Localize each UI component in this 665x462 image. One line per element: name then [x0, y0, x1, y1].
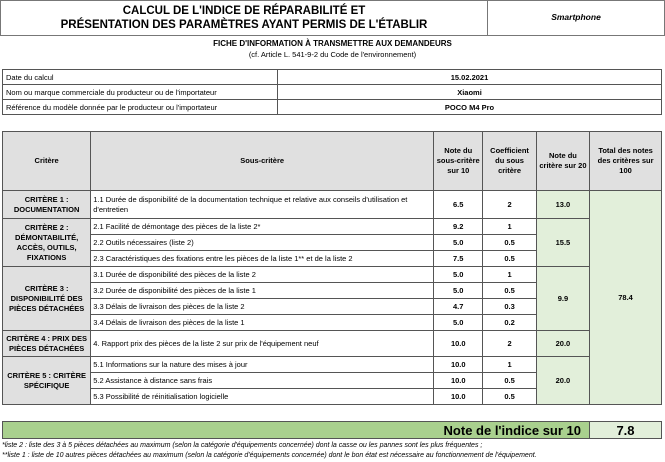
sous-critere-label: 5.3 Possibilité de réinitialisation logicielle — [91, 389, 434, 405]
critere-4-note: 20.0 — [536, 331, 589, 357]
sous-critere-coef: 0.5 — [483, 283, 536, 299]
critere-5: CRITÈRE 5 : CRITÈRE SPÉCIFIQUE — [3, 357, 91, 405]
info-table — [2, 69, 662, 115]
sous-critere-coef: 1 — [483, 267, 536, 283]
sous-critere-label: 3.2 Durée de disponibilité des pièces de la liste 1 — [91, 283, 434, 299]
sous-critere-note: 10.0 — [434, 373, 483, 389]
header-coefficient: Coefficient du sous critère — [483, 132, 536, 191]
info-value: 15.02.2021 — [278, 70, 662, 85]
sous-critere-coef: 0.5 — [483, 251, 536, 267]
sous-critere-label: 1.1 Durée de disponibilité de la documentation technique et relative aux conseils d'utilisation et d'entretien — [91, 191, 434, 219]
sous-critere-label: 2.3 Caractéristiques des fixations entre les pièces de la liste 1** et de la liste 2 — [91, 251, 434, 267]
sous-critere-coef: 0.2 — [483, 315, 536, 331]
critere-3-note: 9.9 — [536, 267, 589, 331]
fiche-title: FICHE D'INFORMATION À TRANSMETTRE AUX DEMANDEURS — [213, 39, 452, 48]
sous-critere-note: 5.0 — [434, 235, 483, 251]
fiche-heading — [0, 38, 665, 60]
header-note-sous-critere: Note du sous-critère sur 10 — [434, 132, 483, 191]
table-header-row — [3, 132, 662, 191]
critere-1-note: 13.0 — [536, 191, 589, 219]
header-total: Total des notes des critères sur 100 — [590, 132, 662, 191]
final-score-value: 7.8 — [590, 421, 662, 439]
info-value: POCO M4 Pro — [278, 100, 662, 115]
critere-5-note: 20.0 — [536, 357, 589, 405]
critere-2: CRITÈRE 2 : DÉMONTABILITÉ, ACCÈS, OUTILS, FIXATIONS — [3, 219, 91, 267]
sous-critere-note: 10.0 — [434, 389, 483, 405]
total-score: 78.4 — [590, 191, 662, 405]
sous-critere-label: 2.1 Facilité de démontage des pièces de la liste 2* — [91, 219, 434, 235]
critere-1: CRITÈRE 1 : DOCUMENTATION — [3, 191, 91, 219]
critere-3: CRITÈRE 3 : DISPONIBILITÉ DES PIÈCES DÉTACHÉES — [3, 267, 91, 331]
sous-critere-note: 4.7 — [434, 299, 483, 315]
info-label: Référence du modèle donnée par le producteur ou l'importateur — [3, 100, 278, 115]
sous-critere-label: 3.4 Délais de livraison des pièces de la liste 1 — [91, 315, 434, 331]
header-note-critere: Note du critère sur 20 — [536, 132, 589, 191]
header-critere: Critère — [3, 132, 91, 191]
sous-critere-coef: 0.5 — [483, 235, 536, 251]
equipment-category: Smartphone — [488, 0, 665, 36]
sous-critere-coef: 2 — [483, 191, 536, 219]
sous-critere-note: 10.0 — [434, 357, 483, 373]
sous-critere-note: 5.0 — [434, 315, 483, 331]
info-label: Date du calcul — [3, 70, 278, 85]
table-row — [3, 219, 662, 235]
sous-critere-note: 9.2 — [434, 219, 483, 235]
table-row — [3, 267, 662, 283]
sous-critere-coef: 0.5 — [483, 373, 536, 389]
title-line-2: PRÉSENTATION DES PARAMÈTRES AYANT PERMIS DE L'ÉTABLIR — [60, 19, 428, 31]
document-title — [0, 0, 488, 36]
sous-critere-note: 7.5 — [434, 251, 483, 267]
info-value: Xiaomi — [278, 85, 662, 100]
sous-critere-label: 4. Rapport prix des pièces de la liste 2 sur prix de l'équipement neuf — [91, 331, 434, 357]
sous-critere-note: 6.5 — [434, 191, 483, 219]
footnote-liste-1: **liste 1 : liste de 10 autres pièces détachées au maximum (selon la catégorie d'équipements concernée) dont le bon état est nécessaire au fonctionnement de l'équipement. — [2, 452, 537, 459]
criteria-table — [2, 131, 662, 405]
info-label: Nom ou marque commerciale du producteur ou de l'importateur — [3, 85, 278, 100]
footnote-liste-2: *liste 2 : liste des 3 à 5 pièces détachées au maximum (selon la catégorie d'équipements concernée) dont la casse ou les pannes sont les plus fréquentes ; — [2, 442, 483, 449]
table-row — [3, 331, 662, 357]
critere-4: CRITÈRE 4 : PRIX DES PIÈCES DÉTACHÉES — [3, 331, 91, 357]
title-line-1: CALCUL DE L'INDICE DE RÉPARABILITÉ ET — [122, 5, 366, 17]
sous-critere-note: 5.0 — [434, 267, 483, 283]
final-score-label: Note de l'indice sur 10 — [2, 421, 590, 439]
info-row-date — [3, 70, 662, 85]
sous-critere-coef: 1 — [483, 357, 536, 373]
sous-critere-note: 10.0 — [434, 331, 483, 357]
sous-critere-label: 2.2 Outils nécessaires (liste 2) — [91, 235, 434, 251]
critere-2-note: 15.5 — [536, 219, 589, 267]
sous-critere-coef: 0.3 — [483, 299, 536, 315]
sous-critere-label: 3.3 Délais de livraison des pièces de la liste 2 — [91, 299, 434, 315]
info-row-model — [3, 100, 662, 115]
table-row — [3, 191, 662, 219]
header-sous-critere: Sous-critère — [91, 132, 434, 191]
fiche-subtitle: (cf. Article L. 541-9-2 du Code de l'environnement) — [248, 50, 417, 59]
sous-critere-coef: 1 — [483, 219, 536, 235]
sous-critere-label: 5.1 Informations sur la nature des mises à jour — [91, 357, 434, 373]
sous-critere-coef: 0.5 — [483, 389, 536, 405]
sous-critere-label: 3.1 Durée de disponibilité des pièces de la liste 2 — [91, 267, 434, 283]
sous-critere-note: 5.0 — [434, 283, 483, 299]
info-row-brand — [3, 85, 662, 100]
sous-critere-coef: 2 — [483, 331, 536, 357]
sous-critere-label: 5.2 Assistance à distance sans frais — [91, 373, 434, 389]
table-row — [3, 357, 662, 373]
